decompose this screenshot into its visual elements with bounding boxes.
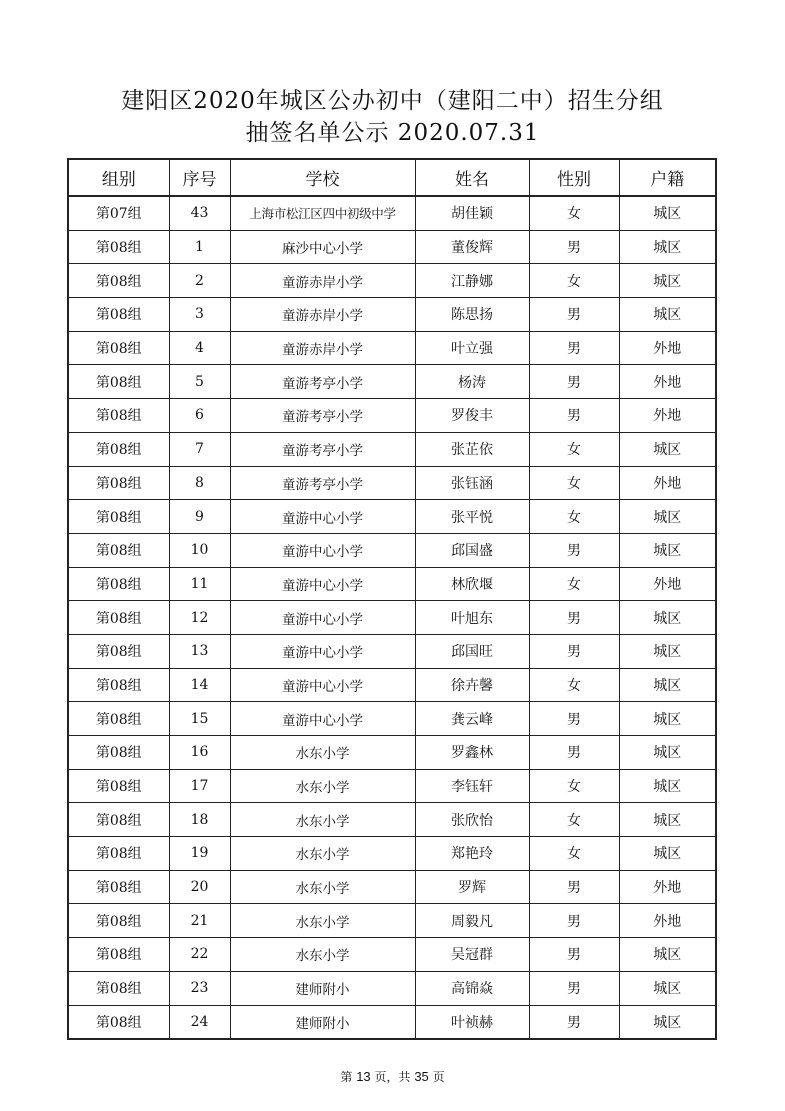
table-row — [68, 399, 716, 433]
cell-gender: 女 — [529, 769, 619, 803]
cell-school: 建师附小 — [230, 971, 415, 1005]
table-row — [68, 533, 716, 567]
cell-gender: 男 — [529, 1005, 619, 1039]
cell-residence: 城区 — [619, 230, 716, 264]
cell-name: 周毅凡 — [415, 904, 529, 938]
cell-school: 童游中心小学 — [230, 567, 415, 601]
cell-school: 水东小学 — [230, 803, 415, 837]
cell-school: 童游赤岸小学 — [230, 331, 415, 365]
table-row — [68, 971, 716, 1005]
cell-group: 第08组 — [68, 736, 169, 770]
cell-name: 罗鑫林 — [415, 736, 529, 770]
table-row — [68, 870, 716, 904]
table-row — [68, 264, 716, 298]
cell-number: 11 — [169, 567, 230, 601]
cell-school: 童游考亭小学 — [230, 432, 415, 466]
cell-gender: 男 — [529, 331, 619, 365]
header-number: 序号 — [169, 159, 230, 196]
cell-group: 第08组 — [68, 938, 169, 972]
cell-number: 4 — [169, 331, 230, 365]
cell-group: 第08组 — [68, 365, 169, 399]
cell-number: 13 — [169, 634, 230, 668]
cell-gender: 女 — [529, 264, 619, 298]
cell-group: 第08组 — [68, 264, 169, 298]
cell-school: 童游赤岸小学 — [230, 264, 415, 298]
cell-residence: 城区 — [619, 837, 716, 871]
cell-name: 林欣堰 — [415, 567, 529, 601]
table-row — [68, 196, 716, 230]
cell-gender: 女 — [529, 668, 619, 702]
cell-school: 水东小学 — [230, 904, 415, 938]
cell-number: 3 — [169, 298, 230, 332]
roster-table — [67, 158, 717, 1040]
cell-group: 第08组 — [68, 904, 169, 938]
cell-number: 9 — [169, 500, 230, 534]
cell-number: 24 — [169, 1005, 230, 1039]
cell-group: 第08组 — [68, 803, 169, 837]
cell-name: 叶祯赫 — [415, 1005, 529, 1039]
cell-gender: 男 — [529, 298, 619, 332]
cell-number: 1 — [169, 230, 230, 264]
cell-school: 童游中心小学 — [230, 601, 415, 635]
cell-gender: 女 — [529, 432, 619, 466]
table-row — [68, 365, 716, 399]
cell-number: 17 — [169, 769, 230, 803]
cell-name: 张钰涵 — [415, 466, 529, 500]
cell-group: 第08组 — [68, 634, 169, 668]
footer-total-pages: 35 — [414, 1069, 429, 1084]
cell-name: 罗俊丰 — [415, 399, 529, 433]
header-name: 姓名 — [415, 159, 529, 196]
table-row — [68, 803, 716, 837]
cell-name: 张芷依 — [415, 432, 529, 466]
cell-name: 李钰轩 — [415, 769, 529, 803]
table-row — [68, 601, 716, 635]
cell-gender: 男 — [529, 601, 619, 635]
cell-school: 童游赤岸小学 — [230, 298, 415, 332]
cell-residence: 城区 — [619, 803, 716, 837]
cell-name: 杨涛 — [415, 365, 529, 399]
cell-number: 10 — [169, 533, 230, 567]
cell-residence: 外地 — [619, 365, 716, 399]
cell-residence: 城区 — [619, 1005, 716, 1039]
cell-school: 童游中心小学 — [230, 702, 415, 736]
cell-number: 6 — [169, 399, 230, 433]
cell-group: 第08组 — [68, 298, 169, 332]
cell-residence: 城区 — [619, 298, 716, 332]
cell-number: 15 — [169, 702, 230, 736]
cell-number: 22 — [169, 938, 230, 972]
table-row — [68, 938, 716, 972]
cell-residence: 城区 — [619, 769, 716, 803]
header-school: 学校 — [230, 159, 415, 196]
cell-residence: 城区 — [619, 938, 716, 972]
table-row — [68, 466, 716, 500]
cell-gender: 男 — [529, 971, 619, 1005]
cell-school: 童游考亭小学 — [230, 466, 415, 500]
cell-number: 14 — [169, 668, 230, 702]
table-row — [68, 331, 716, 365]
cell-number: 7 — [169, 432, 230, 466]
cell-name: 邱国旺 — [415, 634, 529, 668]
table-row — [68, 634, 716, 668]
cell-name: 徐卉馨 — [415, 668, 529, 702]
cell-residence: 外地 — [619, 466, 716, 500]
cell-gender: 女 — [529, 500, 619, 534]
cell-name: 张欣怡 — [415, 803, 529, 837]
footer-suffix: 页 — [432, 1070, 445, 1084]
cell-group: 第08组 — [68, 500, 169, 534]
cell-school: 上海市松江区四中初级中学 — [230, 196, 415, 230]
table-header-row — [68, 159, 716, 196]
cell-name: 罗辉 — [415, 870, 529, 904]
table-row — [68, 567, 716, 601]
cell-group: 第08组 — [68, 601, 169, 635]
cell-residence: 外地 — [619, 904, 716, 938]
cell-group: 第08组 — [68, 432, 169, 466]
cell-number: 8 — [169, 466, 230, 500]
footer-prefix: 第 — [340, 1070, 353, 1084]
cell-number: 12 — [169, 601, 230, 635]
cell-residence: 城区 — [619, 971, 716, 1005]
cell-residence: 城区 — [619, 196, 716, 230]
header-group: 组别 — [68, 159, 169, 196]
cell-number: 23 — [169, 971, 230, 1005]
table-row — [68, 432, 716, 466]
cell-residence: 外地 — [619, 399, 716, 433]
cell-residence: 外地 — [619, 567, 716, 601]
cell-school: 童游考亭小学 — [230, 365, 415, 399]
cell-residence: 城区 — [619, 702, 716, 736]
page-footer — [0, 1068, 785, 1085]
cell-school: 童游中心小学 — [230, 668, 415, 702]
table-row — [68, 769, 716, 803]
cell-name: 叶立强 — [415, 331, 529, 365]
cell-residence: 城区 — [619, 533, 716, 567]
cell-gender: 男 — [529, 702, 619, 736]
cell-number: 18 — [169, 803, 230, 837]
document-title: 建阳区2020年城区公办初中（建阳二中）招生分组 — [121, 88, 664, 114]
cell-residence: 城区 — [619, 736, 716, 770]
cell-school: 水东小学 — [230, 769, 415, 803]
cell-gender: 男 — [529, 938, 619, 972]
cell-gender: 男 — [529, 904, 619, 938]
cell-number: 5 — [169, 365, 230, 399]
document-subtitle: 抽签名单公示 2020.07.31 — [245, 120, 540, 146]
cell-name: 郑艳玲 — [415, 837, 529, 871]
cell-school: 童游中心小学 — [230, 500, 415, 534]
cell-gender: 男 — [529, 399, 619, 433]
cell-group: 第08组 — [68, 533, 169, 567]
cell-group: 第08组 — [68, 567, 169, 601]
table-row — [68, 298, 716, 332]
cell-school: 建师附小 — [230, 1005, 415, 1039]
cell-name: 邱国盛 — [415, 533, 529, 567]
cell-number: 20 — [169, 870, 230, 904]
cell-residence: 城区 — [619, 432, 716, 466]
header-gender: 性别 — [529, 159, 619, 196]
cell-gender: 男 — [529, 533, 619, 567]
cell-gender: 男 — [529, 634, 619, 668]
cell-residence: 城区 — [619, 634, 716, 668]
cell-number: 19 — [169, 837, 230, 871]
cell-name: 高锦焱 — [415, 971, 529, 1005]
cell-group: 第08组 — [68, 870, 169, 904]
cell-name: 胡佳颖 — [415, 196, 529, 230]
table-row — [68, 500, 716, 534]
table-row — [68, 668, 716, 702]
cell-school: 水东小学 — [230, 736, 415, 770]
cell-residence: 外地 — [619, 870, 716, 904]
table-row — [68, 702, 716, 736]
cell-group: 第07组 — [68, 196, 169, 230]
cell-gender: 男 — [529, 230, 619, 264]
header-residence: 户籍 — [619, 159, 716, 196]
cell-group: 第08组 — [68, 331, 169, 365]
cell-group: 第08组 — [68, 769, 169, 803]
cell-group: 第08组 — [68, 399, 169, 433]
cell-name: 江静娜 — [415, 264, 529, 298]
cell-number: 43 — [169, 196, 230, 230]
cell-number: 21 — [169, 904, 230, 938]
cell-name: 陈思扬 — [415, 298, 529, 332]
cell-school: 童游中心小学 — [230, 634, 415, 668]
cell-name: 张平悦 — [415, 500, 529, 534]
cell-group: 第08组 — [68, 971, 169, 1005]
cell-gender: 男 — [529, 365, 619, 399]
cell-gender: 男 — [529, 870, 619, 904]
table-row — [68, 230, 716, 264]
footer-current-page: 13 — [356, 1069, 371, 1084]
cell-school: 麻沙中心小学 — [230, 230, 415, 264]
cell-school: 水东小学 — [230, 870, 415, 904]
cell-number: 2 — [169, 264, 230, 298]
cell-residence: 城区 — [619, 500, 716, 534]
table-body — [68, 196, 716, 1039]
table-row — [68, 837, 716, 871]
cell-group: 第08组 — [68, 702, 169, 736]
cell-name: 叶旭东 — [415, 601, 529, 635]
cell-gender: 女 — [529, 466, 619, 500]
cell-gender: 男 — [529, 736, 619, 770]
cell-group: 第08组 — [68, 466, 169, 500]
cell-school: 水东小学 — [230, 837, 415, 871]
table-row — [68, 1005, 716, 1039]
cell-gender: 女 — [529, 837, 619, 871]
cell-gender: 女 — [529, 196, 619, 230]
cell-residence: 外地 — [619, 331, 716, 365]
cell-group: 第08组 — [68, 1005, 169, 1039]
cell-school: 童游中心小学 — [230, 533, 415, 567]
cell-gender: 女 — [529, 567, 619, 601]
cell-name: 龚云峰 — [415, 702, 529, 736]
table-row — [68, 736, 716, 770]
cell-group: 第08组 — [68, 837, 169, 871]
cell-name: 吴冠群 — [415, 938, 529, 972]
cell-name: 董俊辉 — [415, 230, 529, 264]
cell-group: 第08组 — [68, 668, 169, 702]
cell-residence: 城区 — [619, 601, 716, 635]
cell-school: 童游考亭小学 — [230, 399, 415, 433]
cell-residence: 城区 — [619, 668, 716, 702]
cell-school: 水东小学 — [230, 938, 415, 972]
cell-group: 第08组 — [68, 230, 169, 264]
cell-number: 16 — [169, 736, 230, 770]
cell-residence: 城区 — [619, 264, 716, 298]
table-row — [68, 904, 716, 938]
footer-middle: 页，共 — [374, 1070, 411, 1084]
cell-gender: 女 — [529, 803, 619, 837]
